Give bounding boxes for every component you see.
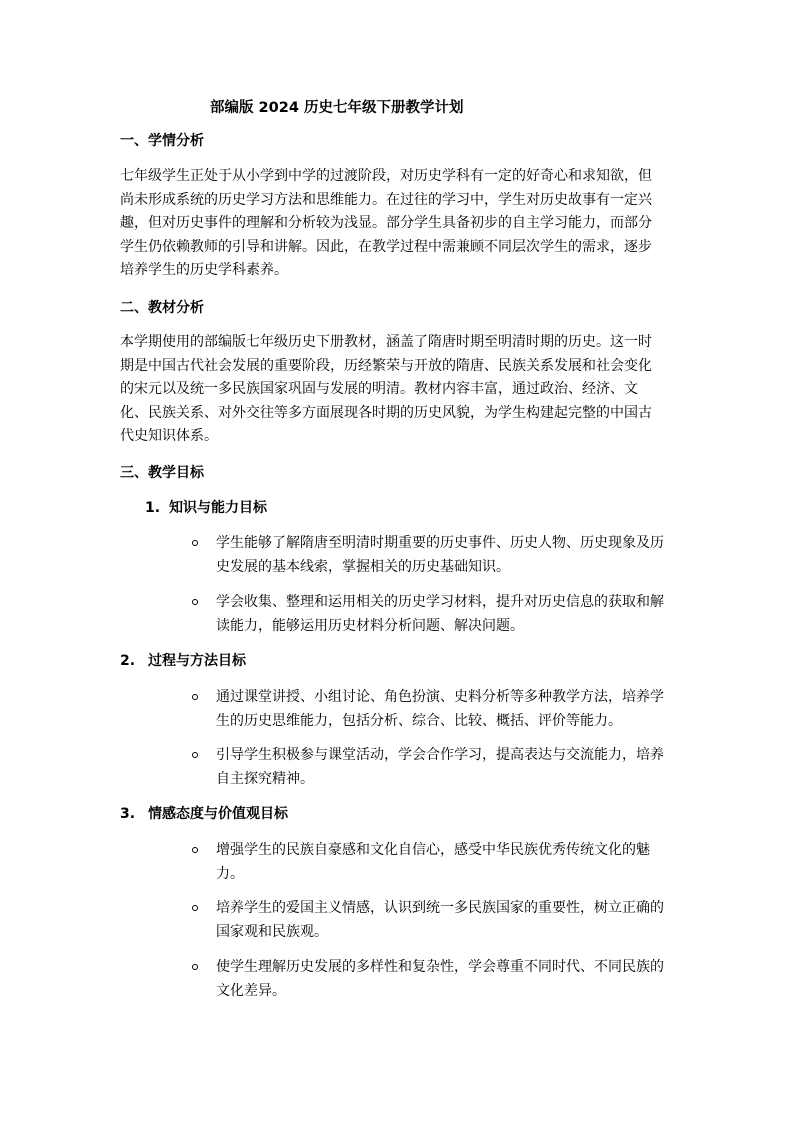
textbook-analysis-paragraph: 本学期使用的部编版七年级历史下册教材，涵盖了隋唐时期至明清时期的历史。这一时期是中国古代社会发展的重要阶段，历经繁荣与开放的隋唐、民族关系发展和社会变化的宋元以及统一多民族国家巩固与发展的明清。教材内容丰富，通过政治、经济、文化、民族关系、对外交往等多方面展现各时期的历史风貌，为学生构建起完整的中国古代史知识体系。 [120,334,652,444]
goal-heading-process-method [120,651,246,671]
goal-bullet-text: 学会收集、整理和运用相关的历史学习材料，提升对历史信息的获取和解读能力，能够运用历史材料分析问题、解决问题。 [216,594,664,634]
goal-label: 情感态度与价值观目标 [148,806,288,822]
goal-label: 过程与方法目标 [148,653,246,669]
section-heading-student-analysis: 一、学情分析 [120,133,204,149]
goal-heading-emotion-values [120,804,288,824]
hollow-circle-bullet-icon [192,599,200,607]
hollow-circle-bullet-icon [192,964,200,972]
section-heading-teaching-goals: 三、教学目标 [120,465,204,481]
hollow-circle-bullet-icon [192,752,200,760]
goal-heading-knowledge [145,498,267,518]
goal-number: 1. [145,500,161,516]
goal-bullet-text: 学生能够了解隋唐至明清时期重要的历史事件、历史人物、历史现象及历史发展的基本线索，掌握相关的历史基础知识。 [216,535,664,575]
student-analysis-paragraph: 七年级学生正处于从小学到中学的过渡阶段，对历史学科有一定的好奇心和求知欲，但尚未形成系统的历史学习方法和思维能力。在过往的学习中，学生对历史故事有一定兴趣，但对历史事件的理解和分析较为浅显。部分学生具备初步的自主学习能力，而部分学生仍依赖教师的引导和讲解。因此，在教学过程中需兼顾不同层次学生的需求，逐步培养学生的历史学科素养。 [120,168,652,278]
document-title: 部编版 2024 历史七年级下册教学计划 [210,100,464,116]
section-heading-textbook-analysis: 二、教材分析 [120,300,204,316]
goal-number: 3. [120,806,136,822]
goal-bullet-text: 增强学生的民族自豪感和文化自信心，感受中华民族优秀传统文化的魅力。 [216,842,650,882]
goal-bullet-text: 培养学生的爱国主义情感，认识到统一多民族国家的重要性，树立正确的国家观和民族观。 [216,900,664,940]
goal-number: 2. [120,653,136,669]
hollow-circle-bullet-icon [192,694,200,702]
goal-bullet-text: 通过课堂讲授、小组讨论、角色扮演、史料分析等多种教学方法，培养学生的历史思维能力，包括分析、综合、比较、概括、评价等能力。 [216,689,664,729]
hollow-circle-bullet-icon [192,540,200,548]
goal-bullet-text: 使学生理解历史发展的多样性和复杂性，学会尊重不同时代、不同民族的文化差异。 [216,959,664,999]
goal-label: 知识与能力目标 [169,500,267,516]
goal-bullet-text: 引导学生积极参与课堂活动，学会合作学习，提高表达与交流能力，培养自主探究精神。 [216,747,664,787]
hollow-circle-bullet-icon [192,905,200,913]
hollow-circle-bullet-icon [192,847,200,855]
